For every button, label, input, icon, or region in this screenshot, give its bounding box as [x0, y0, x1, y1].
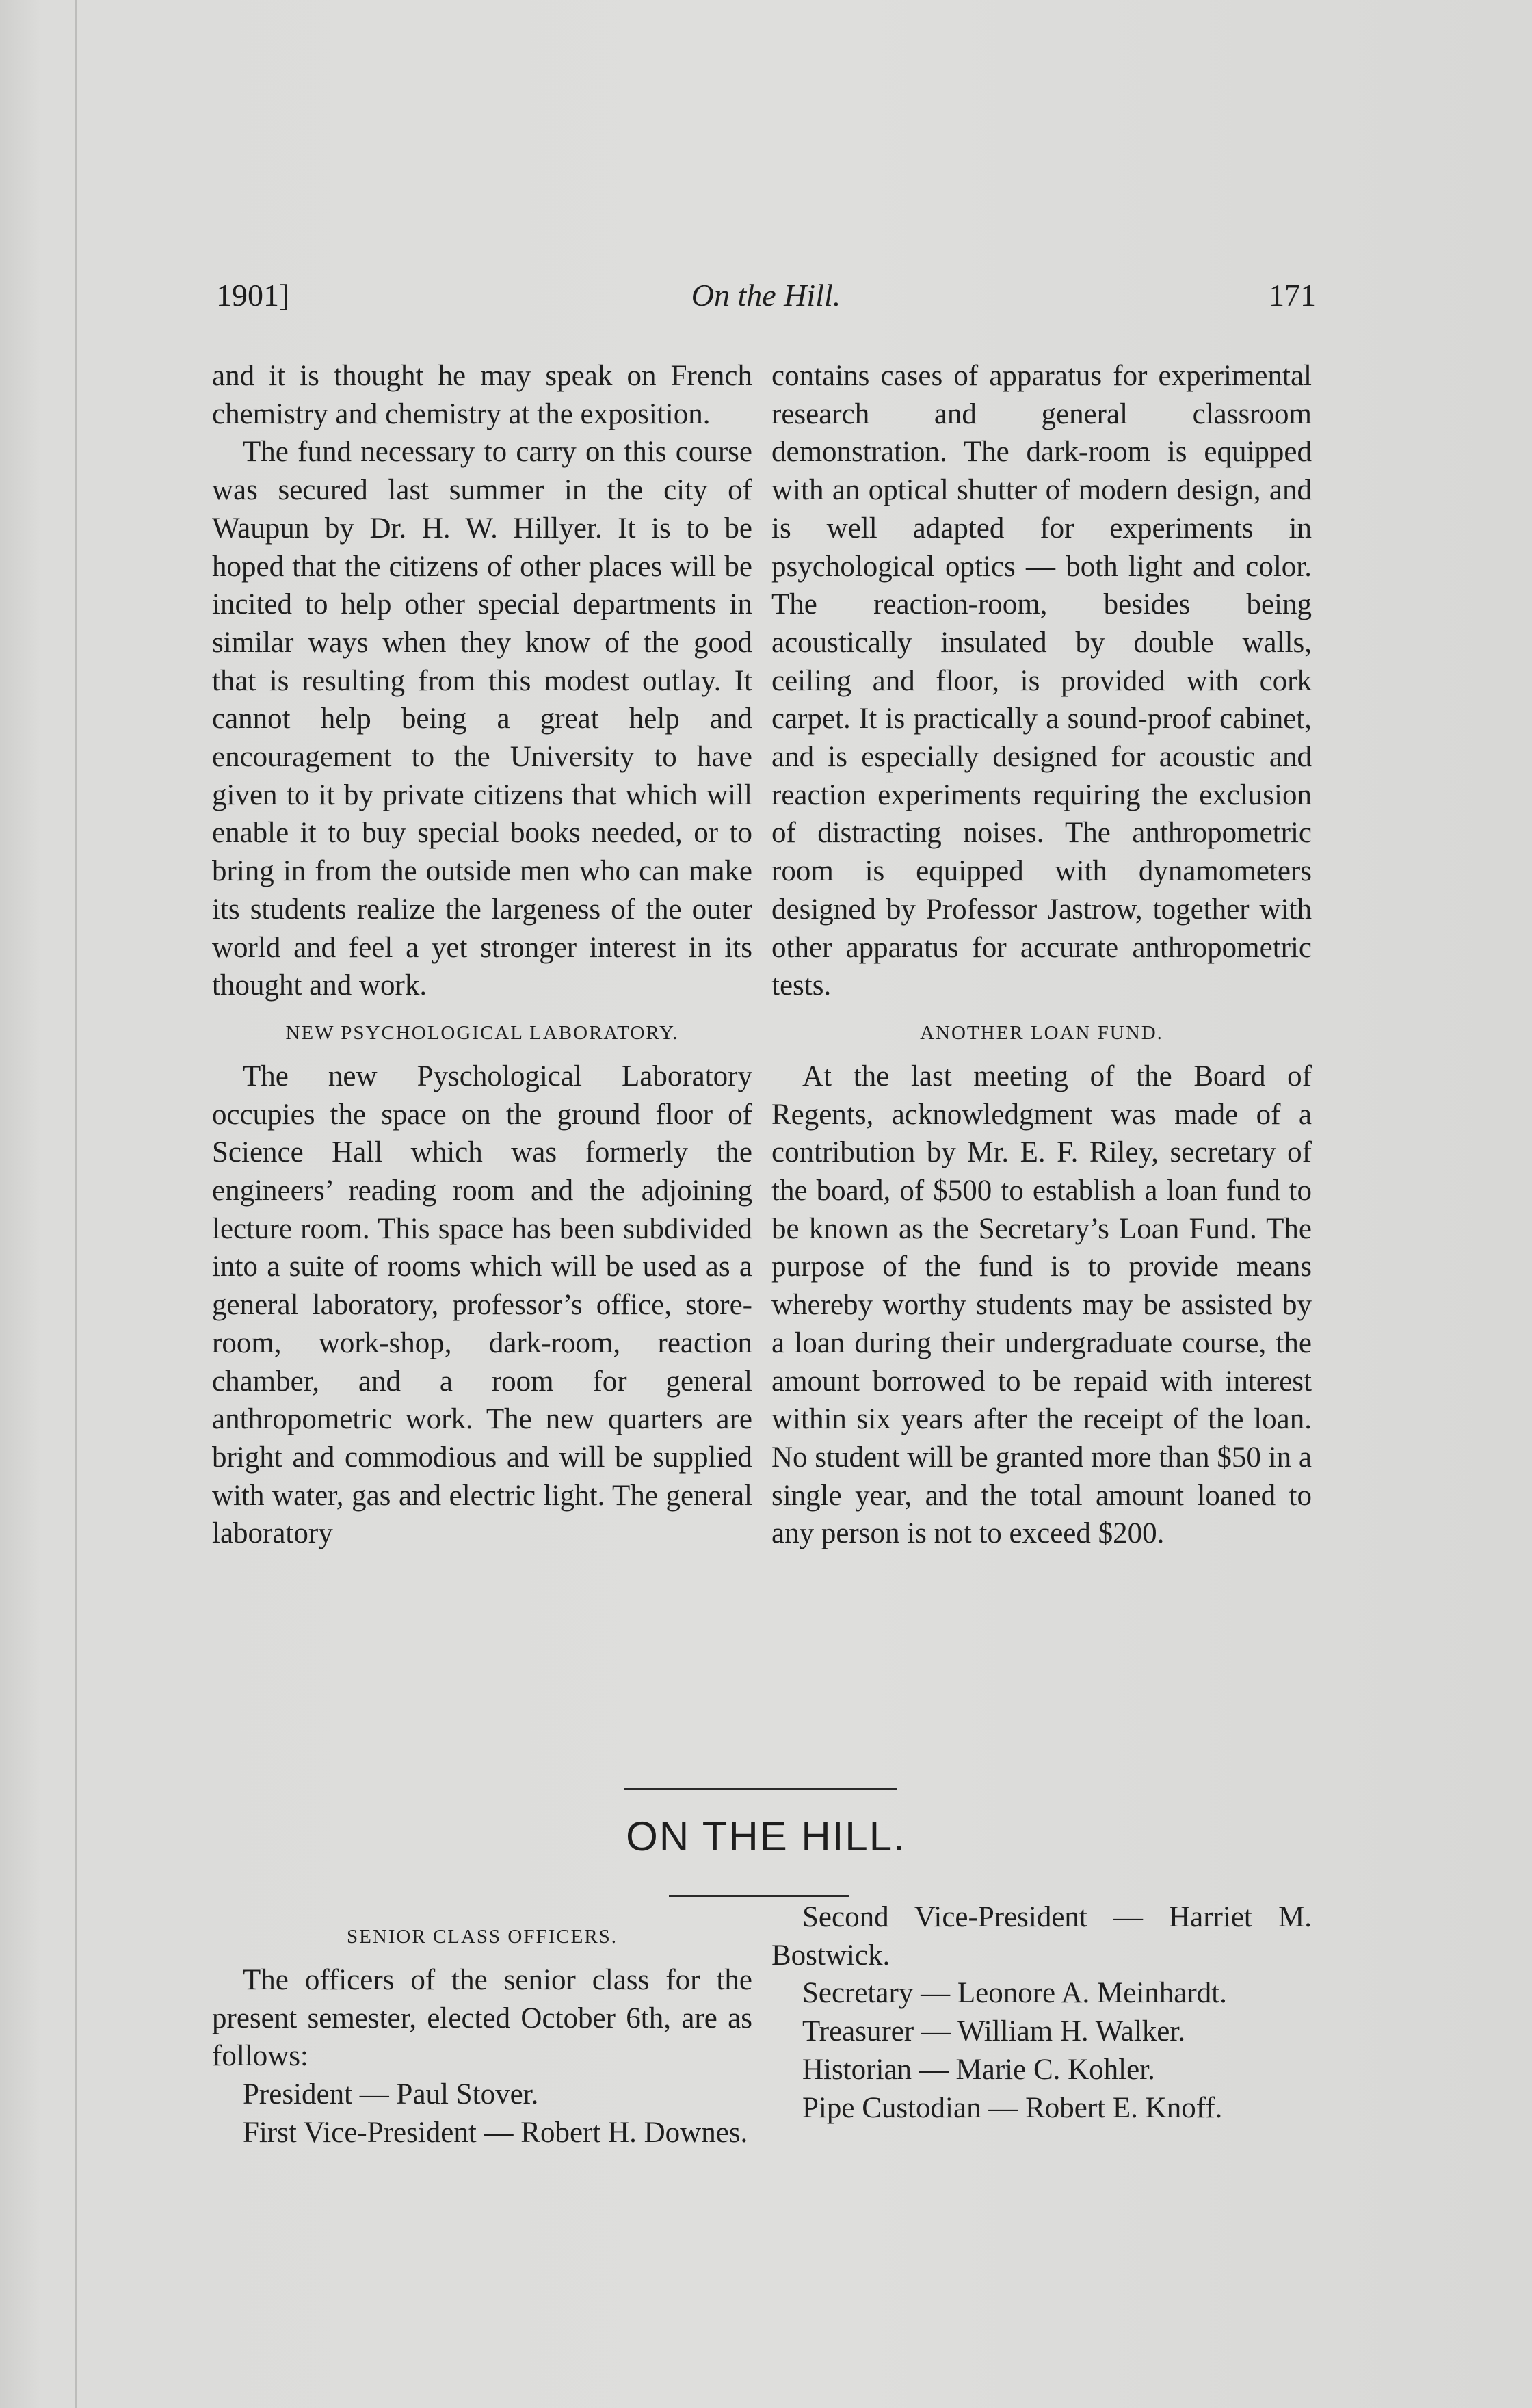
paragraph: The fund necessary to carry on this course was secured last summer in the city of Waupun by Dr. H. W. Hillyer. It is to be hoped that the citizens of other places will be incited to help other special departments in similar ways when they know of the good that is resulting from this modest outlay. It cannot help being a great help and encouragement to the University to have given to it by private citizens that which will enable it to buy special books needed, or to bring in from the outside men who can make its students realize the largeness of the outer world and feel a yet stronger interest in its thought and work.: [212, 436, 752, 1002]
paragraph: The officers of the senior class for the present semester, elected October 6th, are as follows:: [212, 1964, 752, 2073]
paragraph: At the last meeting of the Board of Regents, acknowledgment was made of a contribution by Mr. E. F. Riley, secretary of the board, of $500 to establish a loan fund to be known as the Secretary’s Loan Fund. The purpose of the fund is to provide means whereby worthy students may be assisted by a loan during their undergraduate course, the amount borrowed to be repaid with interest within six years after the receipt of the loan. No student will be granted more than $50 in a single year, and the total amount loaned to any person is not to exceed $200.: [771, 1060, 1312, 1550]
page-number: 171: [1269, 278, 1316, 313]
right-column: [771, 357, 1312, 1553]
page-edge-shadow: [75, 0, 77, 2408]
section-subhead: ANOTHER LOAN FUND.: [920, 1021, 1163, 1044]
officer-second-vp: Second Vice-President — Harriet M. Bostwick.: [771, 1901, 1312, 1972]
divider-rule: [669, 1895, 849, 1897]
section-subhead: NEW PSYCHOLOGICAL LABORATORY.: [285, 1021, 679, 1044]
paragraph: The new Pyschological Laboratory occupies the space on the ground floor of Science Hall which was formerly the engineers’ reading room and the adjoining lecture room. This space has been subdivided into a suite of rooms which will be used as a general laboratory, professor’s office, storeroom, work-shop, dark-room, reaction chamber, and a room for general anthropometric work. The new quarters are bright and commodious and will be supplied with water, gas and electric light. The general laboratory: [212, 1060, 752, 1550]
section-subhead: SENIOR CLASS OFFICERS.: [346, 1926, 618, 1948]
paragraph: and it is thought he may speak on French chemistry and chemistry at the exposition.: [212, 360, 752, 430]
officers-right-column: [771, 1898, 1312, 2127]
section-title: ON THE HILL.: [626, 1814, 906, 1859]
paragraph: contains cases of apparatus for experimental research and general classroom demonstration. The dark-room is equipped with an optical shutter of modern design, and is well adapted for experiments in psychological optics — both light and color. The reaction-room, besides being acoustically insulated by double walls, ceiling and floor, is provided with cork carpet. It is practically a sound-proof cabinet, and is especially designed for acoustic and reaction experiments requiring the exclusion of distracting noises. The anthropometric room is equipped with dynamometers designed by Professor Jastrow, together with other apparatus for accurate anthropometric tests.: [771, 360, 1312, 1002]
officers-left-column: [212, 1909, 752, 2152]
officer-historian: Historian — Marie C. Kohler.: [802, 2053, 1155, 2086]
officer-secretary: Secretary — Leonore A. Meinhardt.: [802, 1977, 1227, 2010]
officer-treasurer: Treasurer — William H. Walker.: [802, 2015, 1186, 2048]
officer-president: President — Paul Stover.: [243, 2078, 539, 2111]
running-head: [216, 277, 1316, 325]
officer-first-vp: First Vice-President — Robert H. Downes.: [243, 2116, 748, 2149]
officer-pipe-custodian: Pipe Custodian — Robert E. Knoff.: [802, 2091, 1223, 2124]
left-column: [212, 357, 752, 1553]
header-title: On the Hill.: [691, 278, 841, 313]
divider-rule: [624, 1788, 897, 1790]
header-year: 1901]: [216, 278, 290, 313]
